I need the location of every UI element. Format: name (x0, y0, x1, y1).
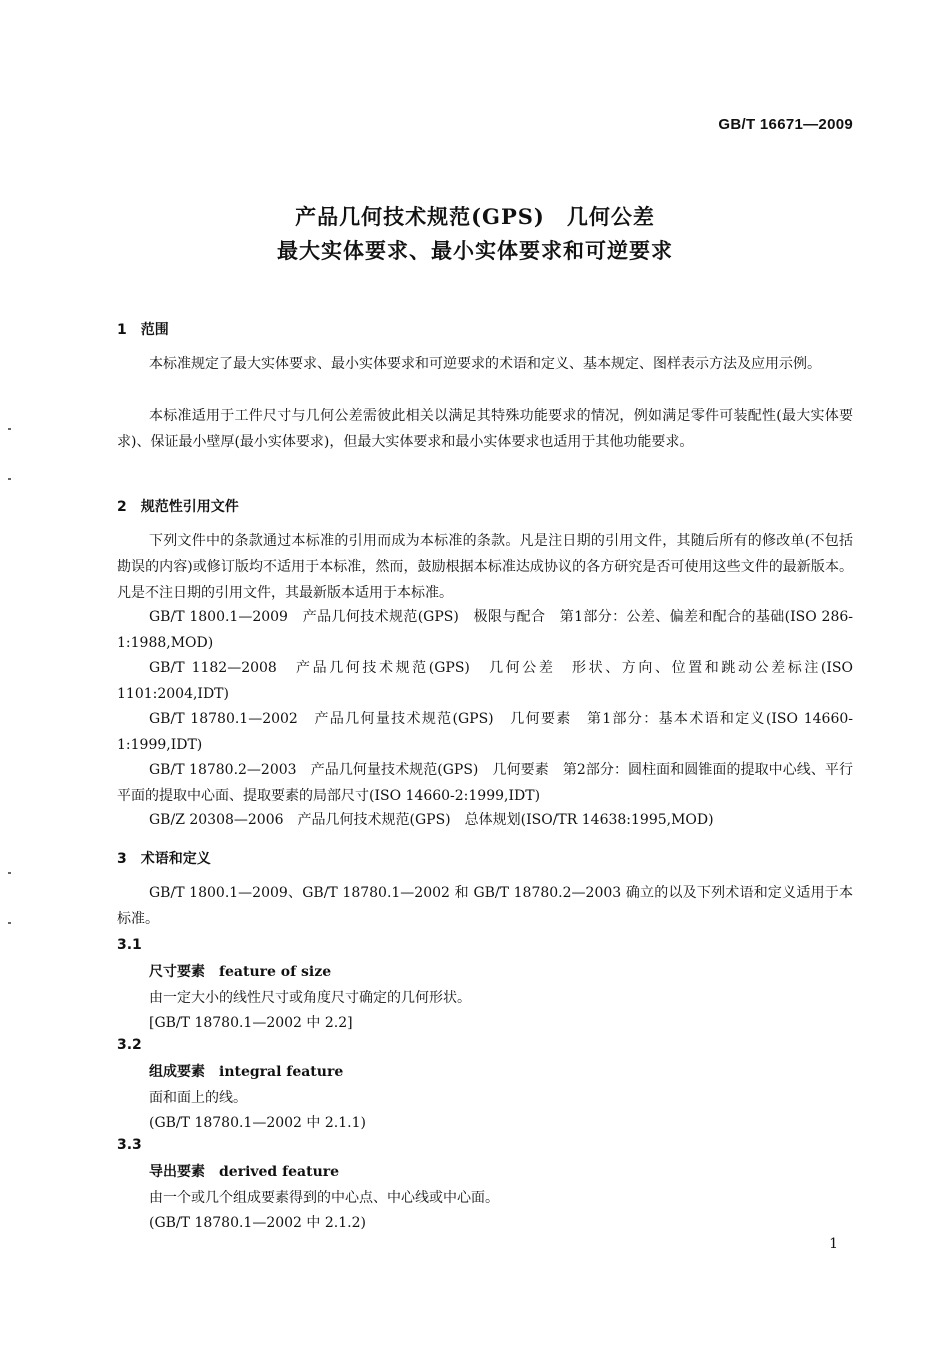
term-name-zh: 尺寸要素 (149, 964, 205, 980)
section-3-heading: 3 术语和定义 (117, 851, 211, 867)
term-definition: 由一个或几个组成要素得到的中心点、中心线或中心面。 (149, 1190, 499, 1206)
term-definition: 面和面上的线。 (149, 1090, 247, 1106)
section-2-heading: 2 规范性引用文件 (117, 499, 239, 515)
term-number: 3.3 (117, 1137, 142, 1153)
term-name (149, 1161, 339, 1181)
section-3-intro: GB/T 1800.1—2009、GB/T 18780.1—2002 和 GB/T 18780.2—2003 确立的以及下列术语和定义适用于本标准。 (117, 885, 853, 927)
reference-item: GB/T 1800.1—2009 产品几何技术规范(GPS) 极限与配合 第1部分：公差、偏差和配合的基础(ISO 286-1:1988,MOD) (117, 609, 853, 651)
reference-item: GB/T 18780.1—2002 产品几何量技术规范(GPS) 几何要素 第1部分：基本术语和定义(ISO 14660-1:1999,IDT) (117, 711, 853, 753)
term-number: 3.1 (117, 937, 142, 953)
section-1-heading: 1 范围 (117, 322, 169, 338)
term-name-zh: 导出要素 (149, 1164, 205, 1180)
section-1-paragraph-2: 本标准适用于工件尺寸与几何公差需彼此相关以满足其特殊功能要求的情况，例如满足零件可装配性(最大实体要求)、保证最小壁厚(最小实体要求)，但最大实体要求和最小实体要求也适用于其他功能要求。 (117, 408, 853, 450)
term-name-en: integral feature (219, 1064, 344, 1080)
reference-item: GB/T 1182—2008 产品几何技术规范(GPS) 几何公差 形状、方向、位置和跳动公差标注(ISO 1101:2004,IDT) (117, 660, 853, 702)
term-source: (GB/T 18780.1—2002 中 2.1.1) (149, 1115, 366, 1131)
section-2-intro: 下列文件中的条款通过本标准的引用而成为本标准的条款。凡是注日期的引用文件，其随后所有的修改单(不包括勘误的内容)或修订版均不适用于本标准，然而，鼓励根据本标准达成协议的各方研究是否可使用这些文件的最新版本。凡是不注日期的引用文件，其最新版本适用于本标准。 (117, 533, 853, 601)
reference-item: GB/T 18780.2—2003 产品几何量技术规范(GPS) 几何要素 第2部分：圆柱面和圆锥面的提取中心线、平行平面的提取中心面、提取要素的局部尺寸(ISO 14660-2:1999,IDT) (117, 762, 853, 804)
term-name (149, 961, 331, 981)
reference-item: GB/Z 20308—2006 产品几何技术规范(GPS) 总体规划(ISO/TR 14638:1995,MOD) (149, 812, 714, 828)
term-name-en: derived feature (219, 1164, 340, 1180)
standard-number: GB/T 16671—2009 (718, 116, 853, 133)
section-1-paragraph-1: 本标准规定了最大实体要求、最小实体要求和可逆要求的术语和定义、基本规定、图样表示方法及应用示例。 (149, 356, 821, 372)
term-name-en: feature of size (219, 964, 332, 980)
document-title-line-2: 最大实体要求、最小实体要求和可逆要求 (277, 238, 673, 263)
term-source: (GB/T 18780.1—2002 中 2.1.2) (149, 1215, 366, 1231)
term-number: 3.2 (117, 1037, 142, 1053)
document-title-line-1: 产品几何技术规范(GPS) 几何公差 (295, 204, 655, 229)
term-name (149, 1061, 343, 1081)
term-definition: 由一定大小的线性尺寸或角度尺寸确定的几何形状。 (149, 990, 471, 1006)
term-name-zh: 组成要素 (149, 1064, 205, 1080)
page-number: 1 (829, 1236, 838, 1252)
term-source: [GB/T 18780.1—2002 中 2.2] (149, 1015, 353, 1031)
